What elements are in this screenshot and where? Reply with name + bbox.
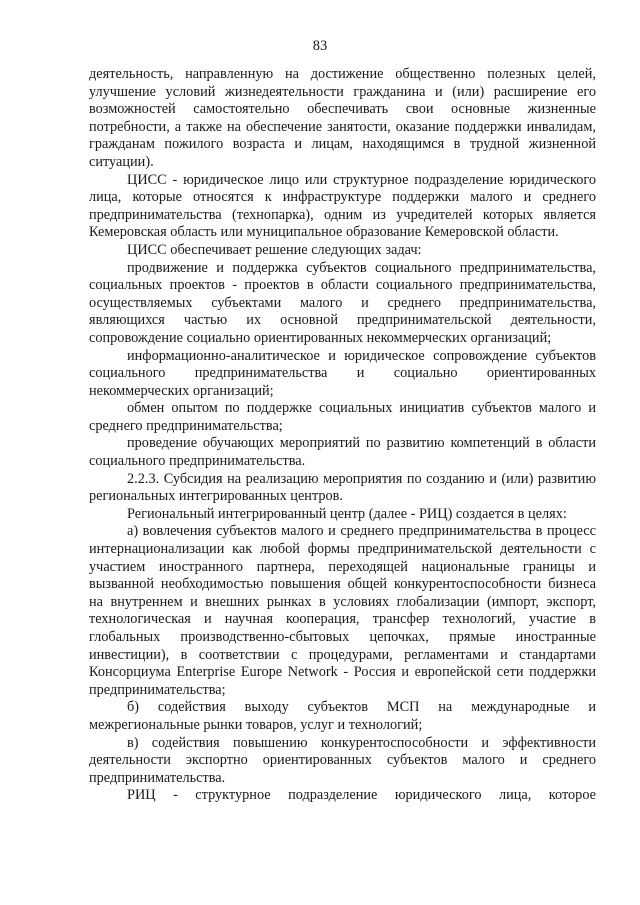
paragraph-task-training: проведение обучающих мероприятий по развитию компетенций в области социального предпринимательства. xyxy=(89,435,596,470)
paragraph-ric-goals-intro: Региональный интегрированный центр (далее - РИЦ) создается в целях: xyxy=(127,505,567,522)
paragraph-task-promotion: продвижение и поддержка субъектов социального предпринимательства, социальных проектов - проектов в области социального предпринимательства, осуществляемых субъектами малого и среднего предпринимательства, являющихся частью их основной предпринимательской деятельности, сопровождение социально ориентированных некоммерческих организаций; xyxy=(89,259,596,346)
paragraph-goal-a: а) вовлечения субъектов малого и среднего предпринимательства в процесс интернационализации как любой формы предпринимательской деятельности с участием иностранного партнера, переходящей национальные границы и вызванной необходимостью повышения общей конкурентоспособности бизнеса на внутреннем и внешних рынках в условиях глобализации (импорт, экспорт, технологическая и научная кооперация, трансфер технологий, участие в глобальных производственно-сбытовых цепочках, прямые иностранные инвестиции), в соответствии с процедурами, регламентами и стандартами Консорциума Enterprise Europe Network - Россия и европейской сети поддержки предпринимательства; xyxy=(89,523,596,698)
paragraph-ric-definition: РИЦ - структурное подразделение юридического лица, которое xyxy=(127,787,596,804)
paragraph-goal-c: в) содействия повышению конкурентоспособности и эффективности деятельности экспортно ориентированных субъектов малого и среднего предпринимательства. xyxy=(89,734,596,786)
paragraph-task-analytics: информационно-аналитическое и юридическое сопровождение субъектов социального предпринимательства и социально ориентированных некоммерческих организаций; xyxy=(89,347,596,399)
page-number: 83 xyxy=(312,38,328,54)
paragraph-activity-definition: деятельность, направленную на достижение общественно полезных целей, улучшение условий жизнедеятельности гражданина и (или) расширение его возможностей самостоятельно обеспечивать свои основные жизненные потребности, а также на обеспечение занятости, оказание поддержки инвалидам, гражданам пожилого возраста и лицам, находящимся в трудной жизненной ситуации). xyxy=(89,66,596,170)
paragraph-task-experience: обмен опытом по поддержке социальных инициатив субъектов малого и среднего предпринимательства; xyxy=(89,400,596,434)
paragraph-goal-b: б) содействия выходу субъектов МСП на международные и межрегиональные рынки товаров, услуг и технологий; xyxy=(89,699,596,733)
paragraph-ciss-definition: ЦИСС - юридическое лицо или структурное подразделение юридического лица, которые относятся к инфраструктуре поддержки малого и среднего предпринимательства (технопарка), одним из учредителей которых является Кемеровская область или муниципальное образование Кемеровской области. xyxy=(89,171,596,241)
body-text xyxy=(89,66,596,805)
paragraph-ciss-tasks-intro: ЦИСС обеспечивает решение следующих задач: xyxy=(127,241,422,258)
paragraph-section-2-2-3: 2.2.3. Субсидия на реализацию мероприятия по созданию и (или) развитию региональных интегрированных центров. xyxy=(89,470,596,505)
